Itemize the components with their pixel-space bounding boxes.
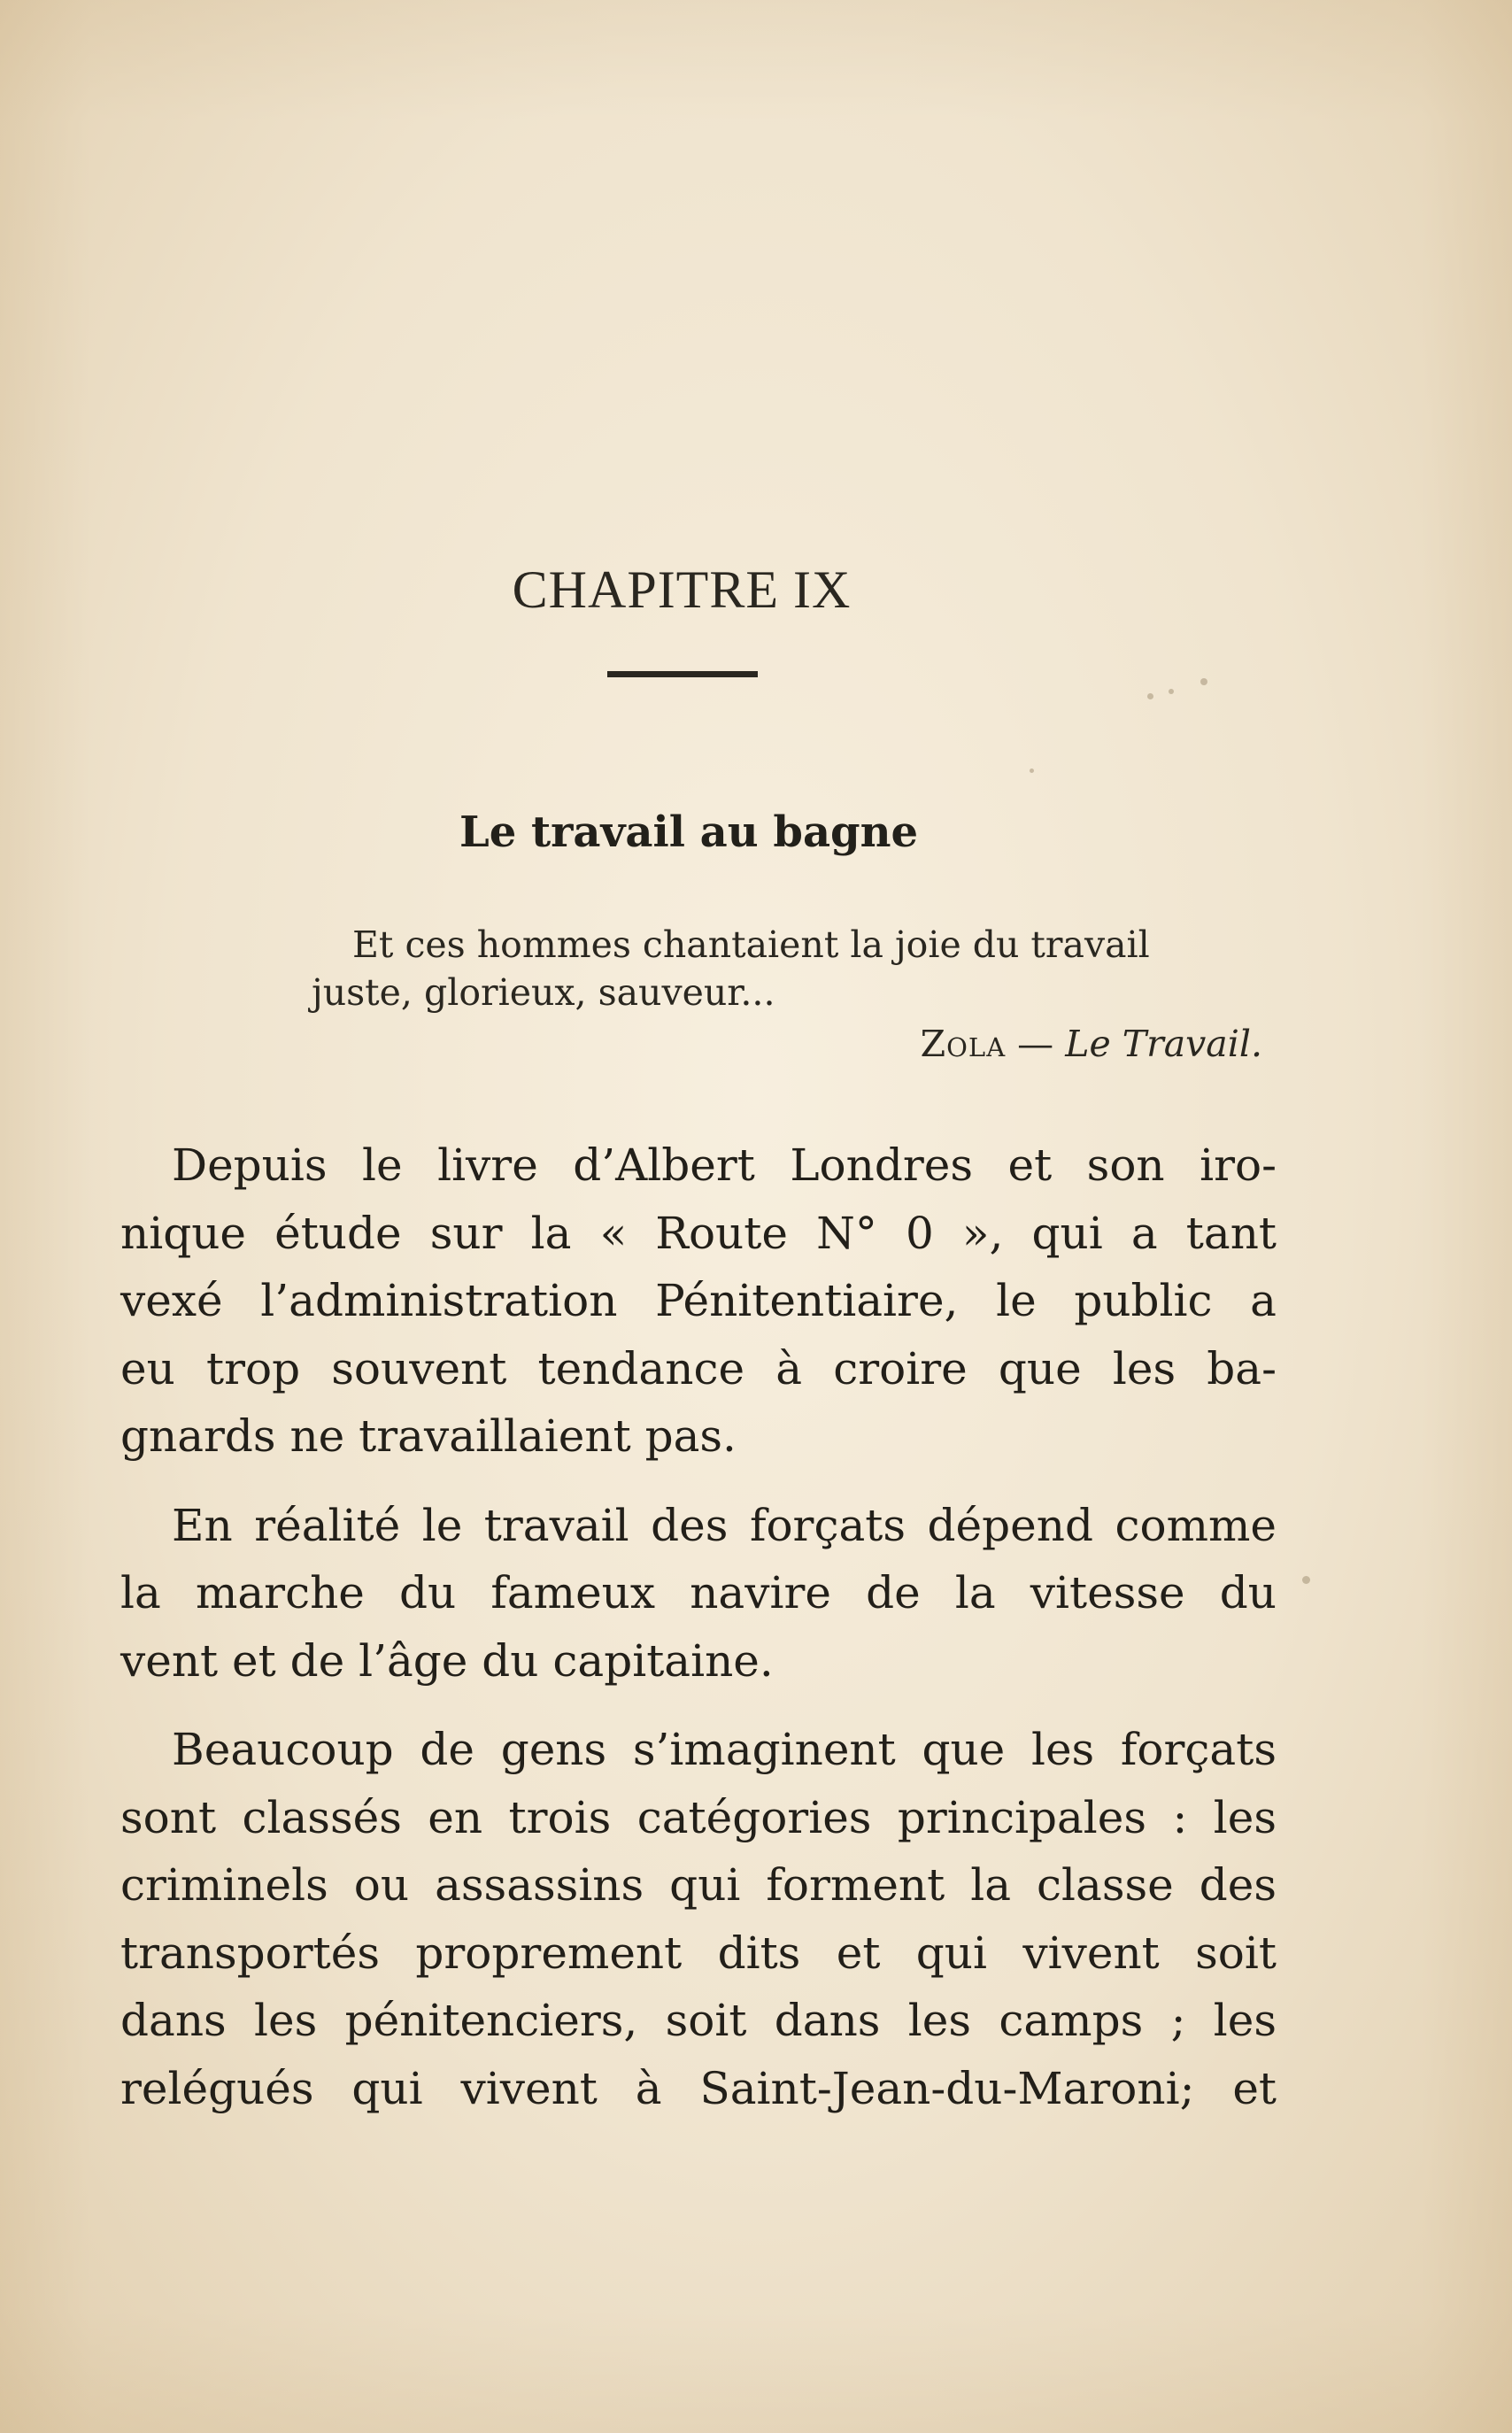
paper-speck [1302, 1576, 1310, 1584]
epigraph-line-1: Et ces hommes chantaient la joie du travail [352, 923, 1150, 966]
text-line: la marche du fameux navire de la vitesse du [120, 1567, 1277, 1618]
body-text [120, 1132, 1277, 2143]
paper-speck [1200, 678, 1207, 685]
paragraph-2 [120, 1492, 1277, 1695]
text-line: nique étude sur la « Route N° 0 », qui a tant [120, 1207, 1277, 1259]
text-line: Depuis le livre d’Albert Londres et son iro- [172, 1139, 1277, 1191]
paragraph-3 [120, 1716, 1277, 2122]
epigraph [312, 921, 1294, 1068]
text-line: eu trop souvent tendance à croire que les ba- [120, 1342, 1277, 1394]
section-title: Le travail au bagne [459, 807, 919, 857]
text-line: transportés proprement dits et qui vivent soit [120, 1927, 1277, 1979]
text-line: vent et de l’âge du capitaine. [120, 1634, 774, 1687]
text-line: Beaucoup de gens s’imaginent que les forçats [172, 1724, 1277, 1775]
text-line: gnards ne travaillaient pas. [120, 1410, 737, 1462]
paper-speck [1030, 769, 1034, 773]
paper-speck [1169, 689, 1174, 694]
epigraph-author: Zola [920, 1023, 1007, 1065]
epigraph-line-2: juste, glorieux, sauveur... [312, 971, 775, 1014]
epigraph-work: Le Travail. [1065, 1023, 1262, 1065]
text-line: En réalité le travail des forçats dépend comme [172, 1499, 1277, 1551]
text-line: vexé l’administration Pénitentiaire, le public a [120, 1275, 1277, 1326]
paragraph-1 [120, 1132, 1277, 1471]
text-line: sont classés en trois catégories principales : les [120, 1791, 1277, 1843]
epigraph-separator: — [1006, 1023, 1066, 1065]
paper-speck [1147, 693, 1153, 699]
text-line: dans les pénitenciers, soit dans les camps ; les [120, 1995, 1277, 2046]
text-line: relégués qui vivent à Saint-Jean-du-Maroni; et [120, 2062, 1277, 2114]
epigraph-attribution [312, 1020, 1294, 1068]
text-line: criminels ou assassins qui forment la classe des [120, 1859, 1277, 1911]
chapter-title: CHAPITRE IX [512, 560, 852, 619]
chapter-divider-rule [607, 671, 758, 677]
